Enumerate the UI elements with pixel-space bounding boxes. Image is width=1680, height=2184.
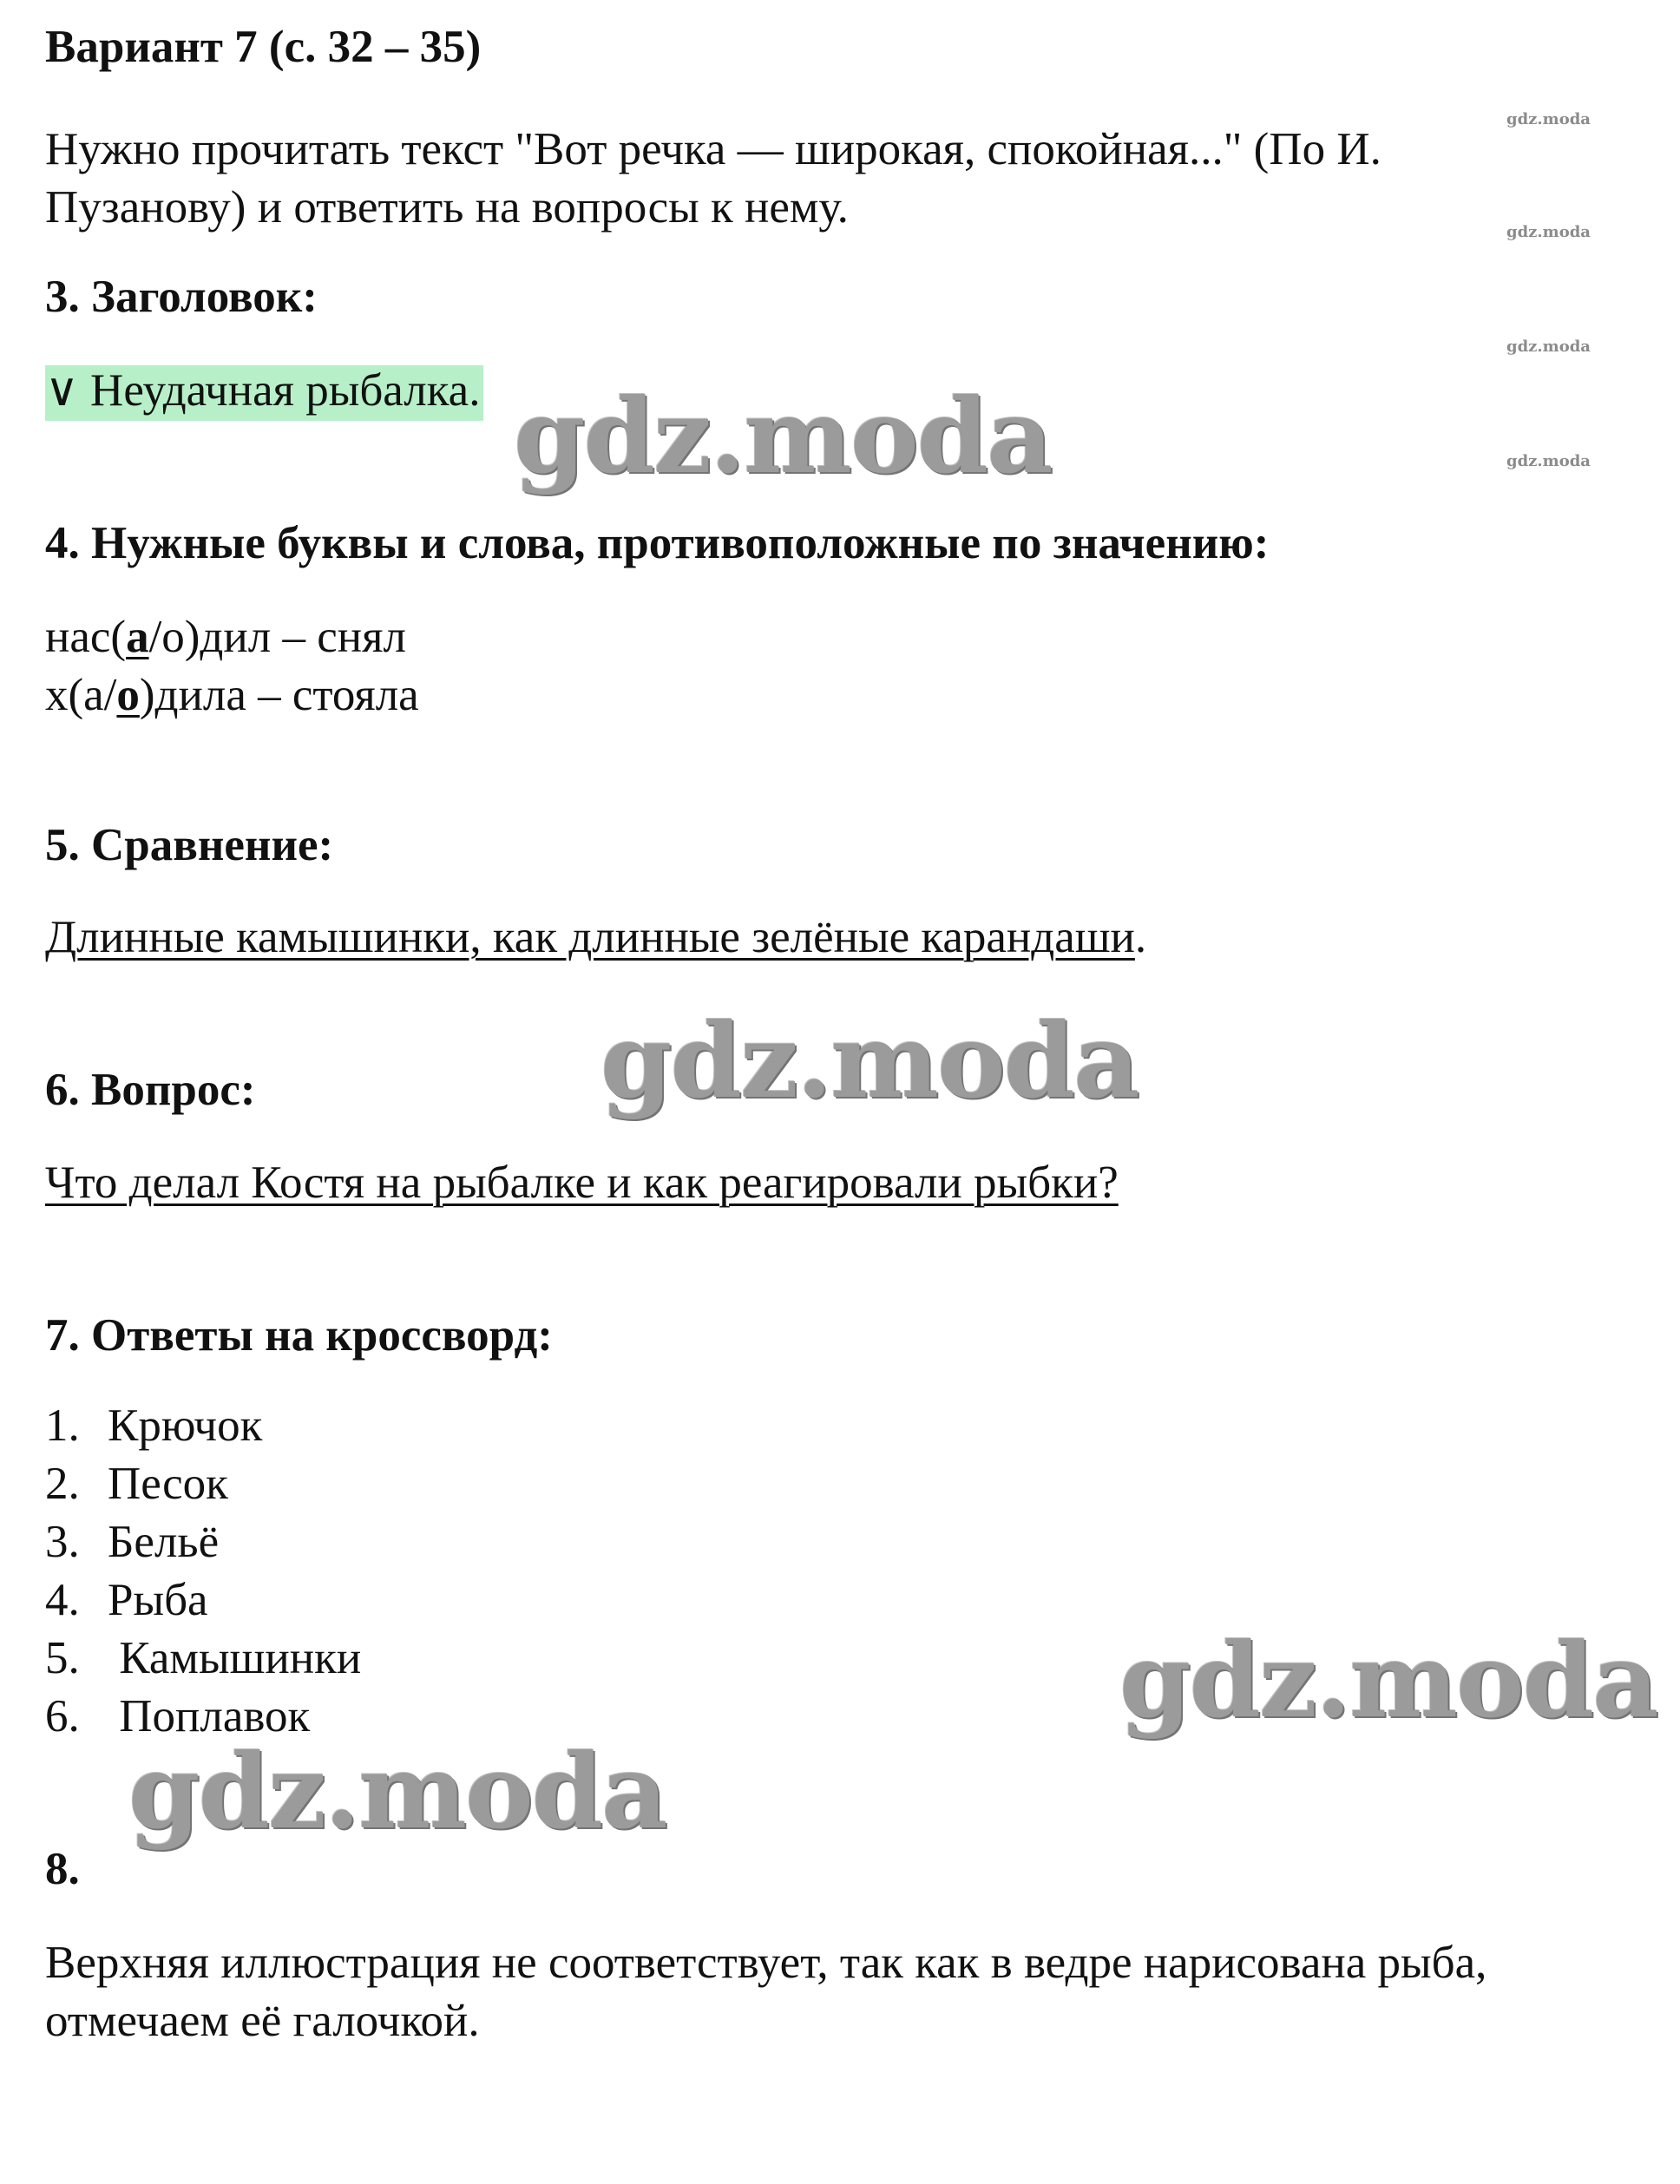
section-5-heading: 5. Сравнение: <box>45 820 334 870</box>
antonym-row-1-rest: /о)дил – снял <box>148 612 406 662</box>
watermark-small: gdz.moda <box>1506 338 1591 356</box>
highlighted-answer <box>45 365 483 421</box>
list-item-text: Бельё <box>108 1517 220 1567</box>
antonym-row-2-letter: о <box>116 670 140 720</box>
check-mark: ∨ <box>45 365 79 416</box>
list-item-number: 4. <box>45 1575 80 1625</box>
list-item <box>45 1396 262 1455</box>
list-item <box>45 1629 361 1688</box>
comparison-line <box>45 908 1146 967</box>
antonym-row-1-prefix: нас( <box>45 612 127 662</box>
section-6-heading: 6. Вопрос: <box>45 1065 256 1115</box>
watermark-logo: gdz.moda <box>600 1000 1139 1121</box>
list-item-text: Поплавок <box>108 1691 311 1741</box>
list-item-number: 5. <box>45 1633 80 1683</box>
antonym-row-2-rest: )дила – стояла <box>139 670 419 720</box>
list-item-number: 6. <box>45 1691 80 1741</box>
watermark-logo: gdz.moda <box>514 376 1052 496</box>
intro-line-2: Пузанову) и ответить на вопросы к нему. <box>45 182 849 233</box>
list-item-number: 3. <box>45 1517 80 1567</box>
section-7-heading: 7. Ответы на кроссворд: <box>45 1310 553 1361</box>
antonym-row-1-letter: а <box>126 612 149 662</box>
antonym-row-2-prefix: х(а/ <box>45 670 117 720</box>
section-3-answer-line <box>45 361 483 420</box>
list-item-text: Рыба <box>108 1575 208 1625</box>
list-item <box>45 1571 208 1630</box>
antonym-row-1 <box>45 607 406 666</box>
list-item-text: Песок <box>108 1459 228 1509</box>
page-title: Вариант 7 (с. 32 – 35) <box>45 22 482 72</box>
section-8-heading: 8. <box>45 1844 80 1894</box>
comparison-answer: Длинные камышинки, как длинные зелёные карандаши <box>45 912 1135 962</box>
list-item-text: Крючок <box>108 1400 263 1451</box>
title-answer: Неудачная рыбалка. <box>90 365 481 416</box>
list-item <box>45 1454 228 1513</box>
comparison-end: . <box>1134 912 1147 962</box>
watermark-logo: gdz.moda <box>128 1731 666 1852</box>
list-item-text: Камышинки <box>108 1633 362 1683</box>
intro-line-1: Нужно прочитать текст "Вот речка — широкая, спокойная..." (По И. <box>45 124 1381 174</box>
section-8-line-2: отмечаем её галочкой. <box>45 1996 480 2046</box>
list-item-number: 1. <box>45 1400 80 1451</box>
watermark-small: gdz.moda <box>1506 223 1591 241</box>
section-3-heading: 3. Заголовок: <box>45 272 318 322</box>
watermark-small: gdz.moda <box>1506 110 1591 128</box>
section-8-line-1: Верхняя иллюстрация не соответствует, так как в ведре нарисована рыба, <box>45 1938 1487 1988</box>
antonym-row-2 <box>45 666 419 725</box>
section-4-heading: 4. Нужные буквы и слова, противоположные по значению: <box>45 518 1270 568</box>
question-answer: Что делал Костя на рыбалке и как реагировали рыбки? <box>45 1158 1119 1208</box>
watermark-small: gdz.moda <box>1506 452 1591 470</box>
list-item <box>45 1512 219 1571</box>
watermark-logo: gdz.moda <box>1119 1620 1657 1741</box>
list-item-number: 2. <box>45 1459 80 1509</box>
